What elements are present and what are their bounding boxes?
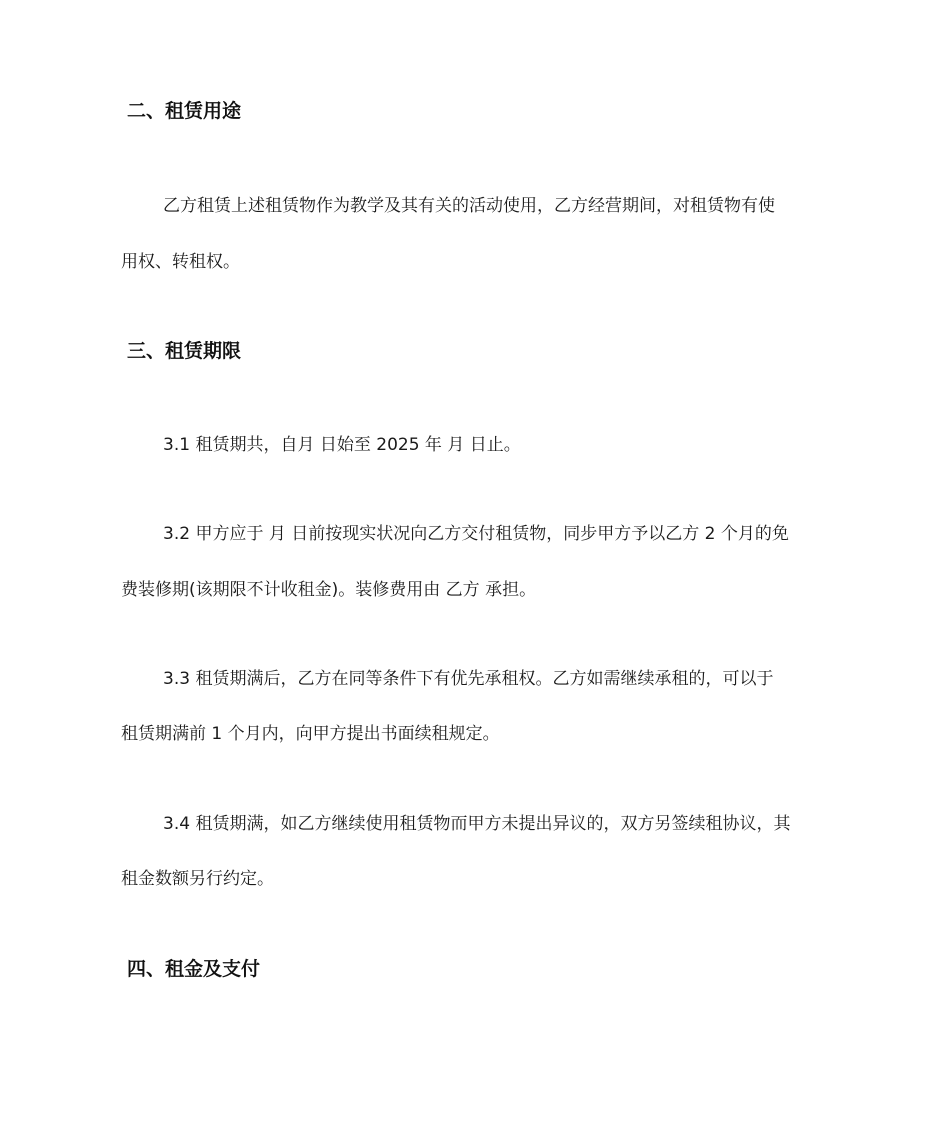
section-heading-usage: 二、租赁用途 <box>127 100 242 122</box>
paragraph-line: 乙方租赁上述租赁物作为教学及其有关的活动使用，乙方经营期间，对租赁物有使 <box>163 196 775 216</box>
paragraph-line: 租金数额另行约定。 <box>121 869 274 889</box>
section-heading-term: 三、租赁期限 <box>127 340 242 362</box>
paragraph-line: 3.2 甲方应于 月 日前按现实状况向乙方交付租赁物，同步甲方予以乙方 2 个月的免 <box>163 524 789 544</box>
paragraph-line: 租赁期满前 1 个月内，向甲方提出书面续租规定。 <box>121 724 500 744</box>
paragraph-line: 3.4 租赁期满，如乙方继续使用租赁物而甲方未提出异议的，双方另签续租协议，其 <box>163 814 791 834</box>
section-heading-rent: 四、租金及支付 <box>127 958 261 980</box>
paragraph-line: 费装修期(该期限不计收租金)。装修费用由 乙方 承担。 <box>121 580 537 600</box>
paragraph-line: 3.1 租赁期共，自月 日始至 2025 年 月 日止。 <box>163 435 521 455</box>
paragraph-line: 用权、转租权。 <box>121 252 240 272</box>
paragraph-line: 3.3 租赁期满后，乙方在同等条件下有优先承租权。乙方如需继续承租的，可以于 <box>163 669 774 689</box>
